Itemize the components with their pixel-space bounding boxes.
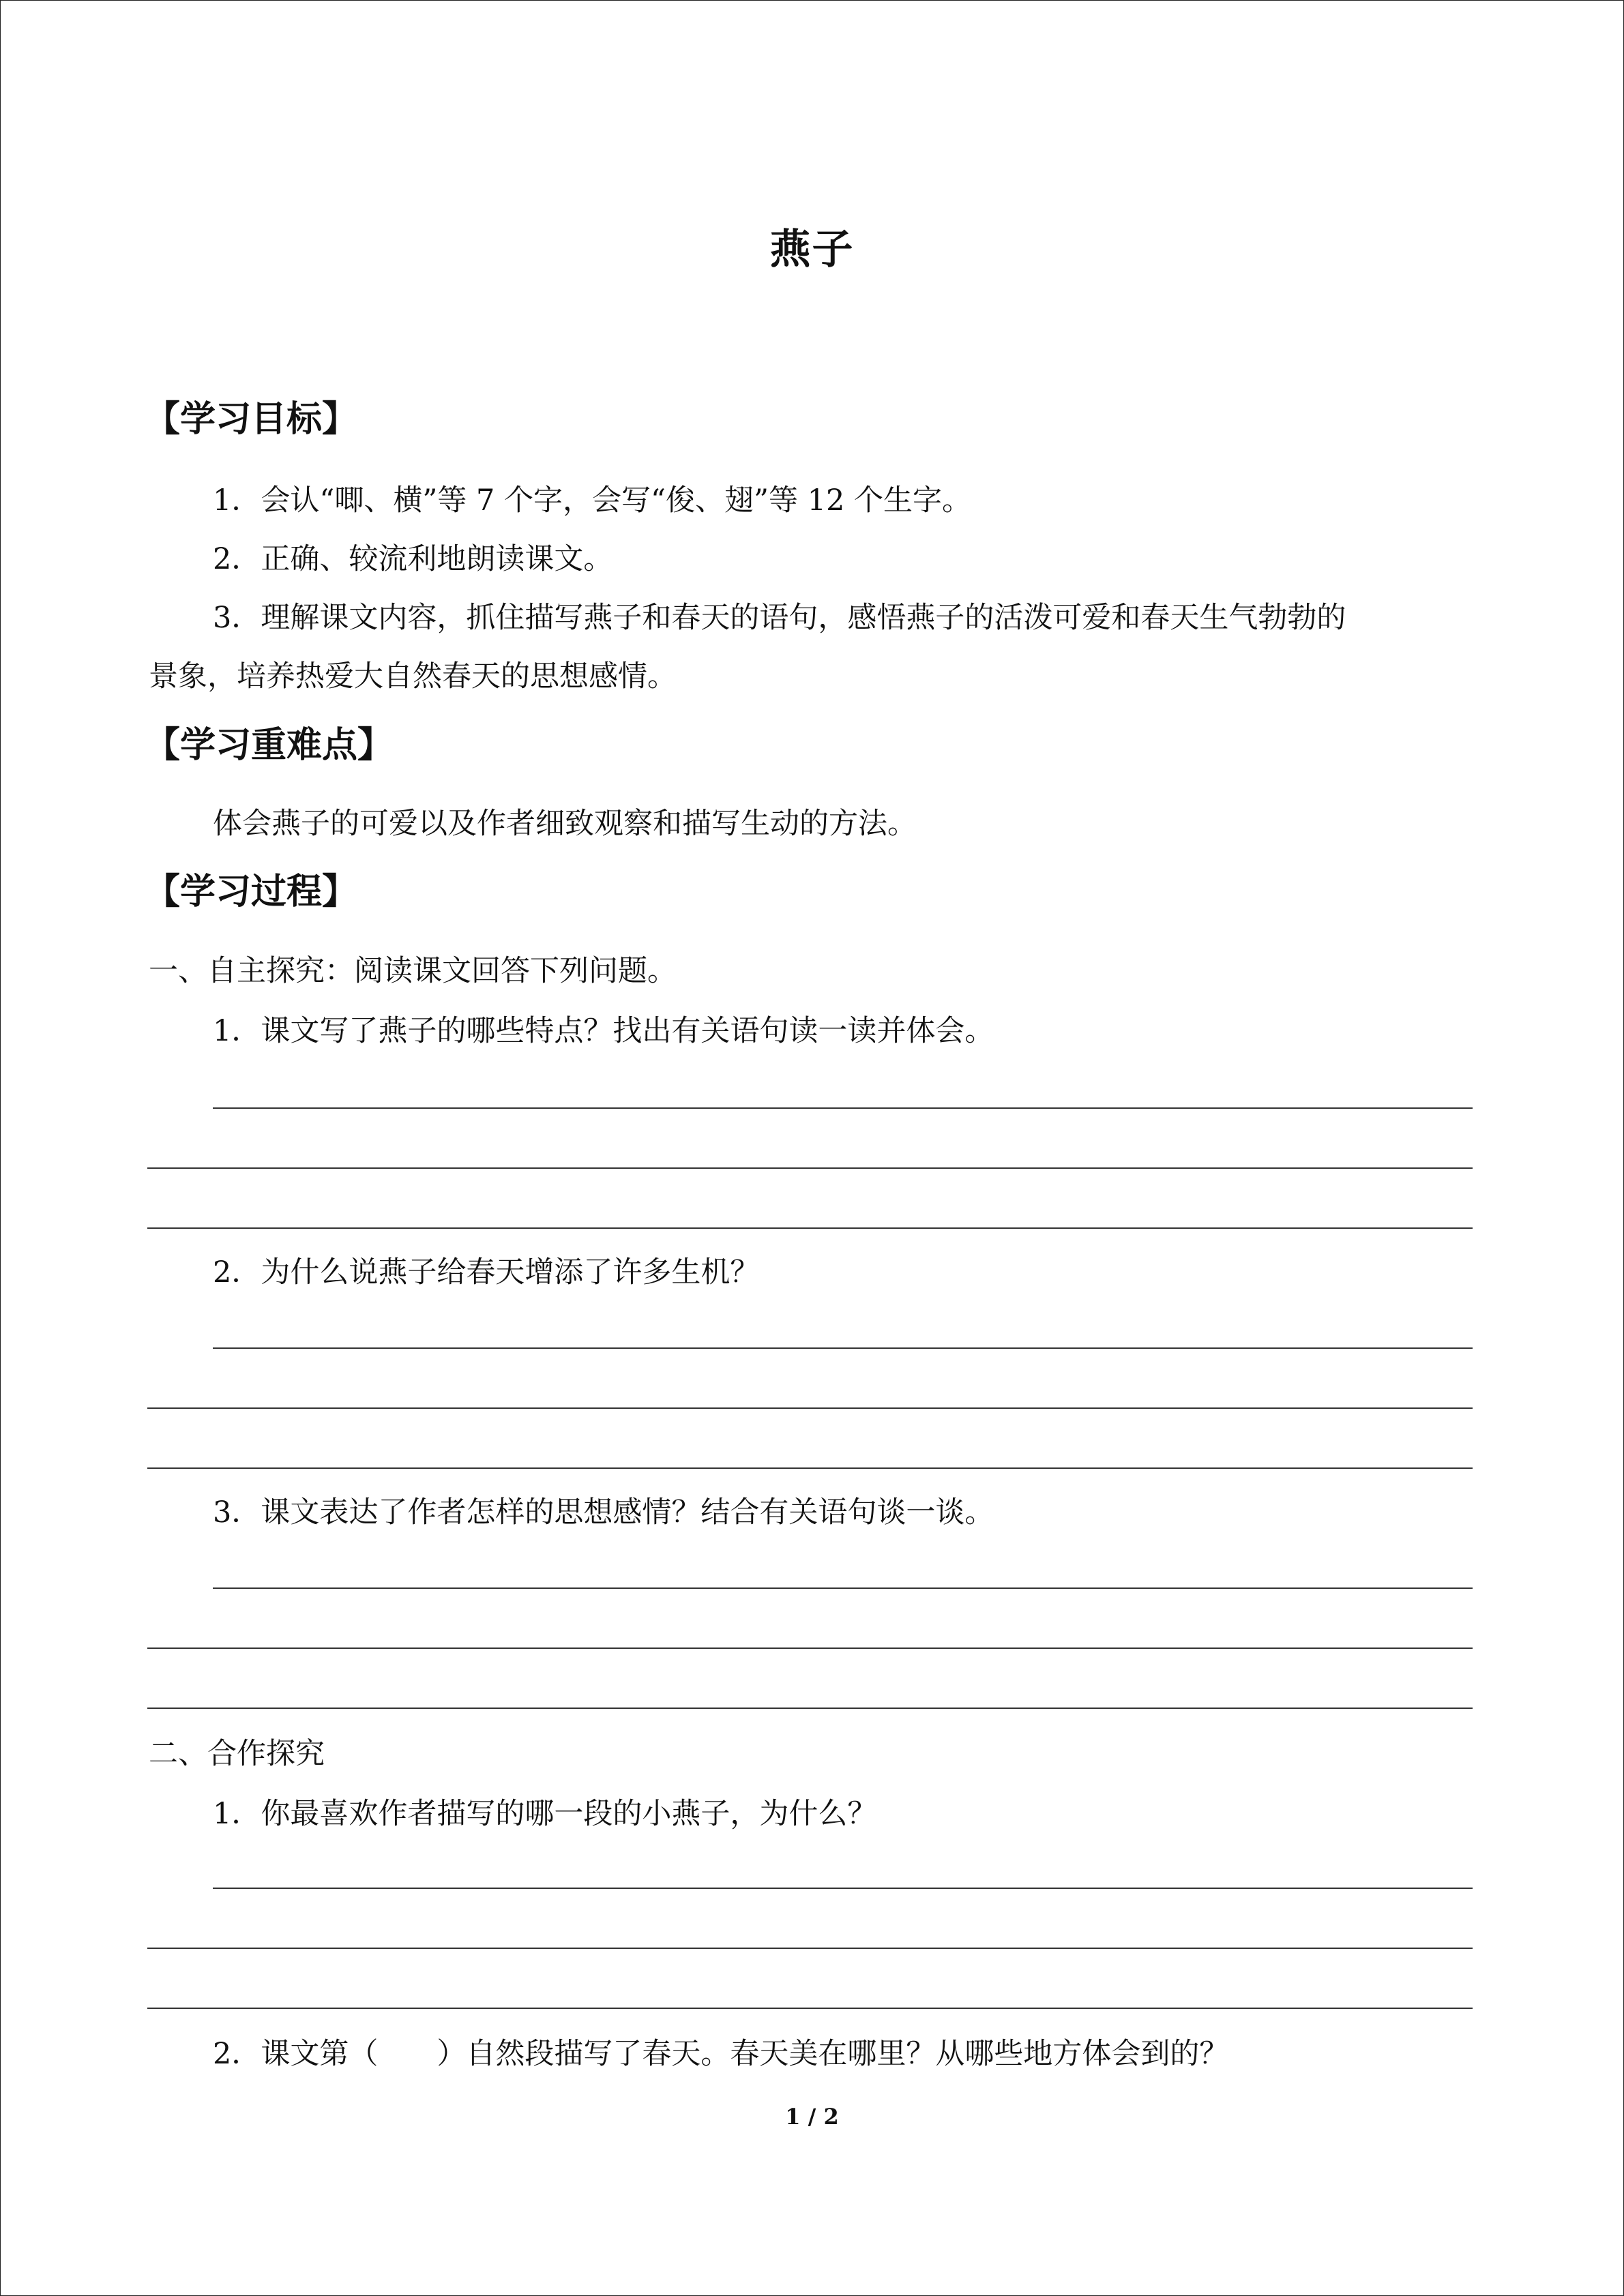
answer-line[interactable] — [147, 1467, 1473, 1469]
page-title: 燕子 — [769, 226, 855, 273]
page-indicator: 1 / 2 — [785, 2104, 839, 2130]
objective-item-1: 1．会认“唧、横”等 7 个字，会写“俊、翅”等 12 个生字。 — [213, 483, 972, 518]
objective-item-2: 2．正确、较流利地朗读课文。 — [213, 542, 613, 576]
answer-line[interactable] — [147, 1948, 1473, 1949]
part1-title: 一、自主探究：阅读课文回答下列问题。 — [149, 954, 677, 988]
answer-line[interactable] — [147, 1648, 1473, 1649]
objective-item-3: 3．理解课文内容，抓住描写燕子和春天的语句，感悟燕子的活泼可爱和春天生气勃勃的 — [213, 601, 1346, 635]
objective-item-3-continued: 景象，培养热爱大自然春天的思想感情。 — [149, 659, 677, 694]
part1-question-2: 2．为什么说燕子给春天增添了许多生机？ — [213, 1255, 760, 1289]
answer-line[interactable] — [147, 1167, 1473, 1169]
process-heading: 【学习过程】 — [145, 871, 358, 912]
part2-question-2: 2．课文第（ ）自然段描写了春天。春天美在哪里？从哪些地方体会到的？ — [213, 2037, 1229, 2071]
part1-question-3: 3．课文表达了作者怎样的思想感情？结合有关语句谈一谈。 — [213, 1495, 994, 1530]
answer-line[interactable] — [213, 1347, 1473, 1349]
answer-line[interactable] — [213, 1888, 1473, 1889]
answer-line[interactable] — [213, 1587, 1473, 1589]
answer-line[interactable] — [147, 1227, 1473, 1229]
answer-line[interactable] — [147, 1708, 1473, 1709]
key-points-text: 体会燕子的可爱以及作者细致观察和描写生动的方法。 — [213, 807, 917, 841]
part1-question-1: 1．课文写了燕子的哪些特点？找出有关语句读一读并体会。 — [213, 1014, 994, 1048]
key-points-heading: 【学习重难点】 — [145, 725, 394, 766]
part2-title: 二、合作探究 — [149, 1737, 325, 1771]
answer-line[interactable] — [147, 2008, 1473, 2009]
answer-line[interactable] — [213, 1107, 1473, 1109]
objectives-heading: 【学习目标】 — [145, 399, 358, 440]
answer-line[interactable] — [147, 1407, 1473, 1409]
part2-question-1: 1．你最喜欢作者描写的哪一段的小燕子，为什么？ — [213, 1797, 877, 1831]
